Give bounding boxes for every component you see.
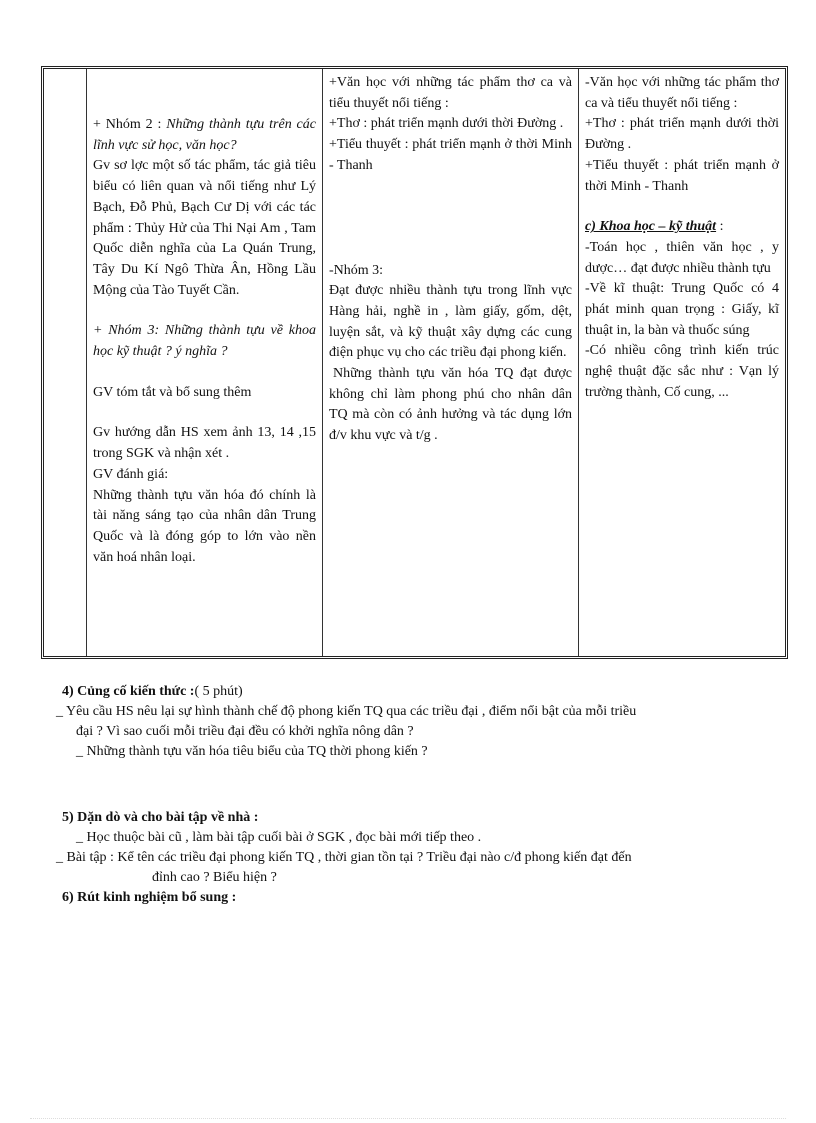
gv-guide: Gv hướng dẫn HS xem ảnh 13, 14 ,15 trong SGK và nhận xét .: [93, 425, 316, 462]
table-column-teacher-activity: [87, 69, 323, 656]
table-column-student-activity: [323, 69, 579, 656]
homework-item: _ Học thuộc bài cũ , làm bài tập cuối bài ở SGK , đọc bài mới tiếp theo .: [76, 830, 482, 845]
poetry-line: +Thơ : phát triển mạnh dưới thời Đường .: [585, 116, 779, 153]
nhom3-question: + Nhóm 3: Những thành tựu về khoa học kỹ thuật ? ý nghĩa ?: [93, 323, 316, 360]
nhom3-text: Đạt được nhiều thành tựu trong lĩnh vực Hàng hải, nghề in , làm giấy, gốm, dệt, luyện sắt, và kỹ thuật xây dựng các cung điện phục vụ cho các triều đại phong kiến.: [329, 283, 572, 361]
consolidate-item: _ Yêu cầu HS nêu lại sự hình thành chế độ phong kiến TQ qua các triều đại , điểm nổi bật của mỗi triều: [56, 704, 637, 719]
homework-item-cont: đỉnh cao ? Biểu hiện ?: [152, 870, 277, 885]
table-column-content: [579, 69, 785, 656]
conclusion-text: Những thành tựu văn hóa đó chính là tài năng sáng tạo của nhân dân Trung Quốc và là đóng góp to lớn vào nền văn hoá nhân loại.: [93, 487, 316, 565]
table-column-empty: [44, 69, 87, 656]
science-heading: c) Khoa học – kỹ thuật :: [585, 219, 724, 235]
homework-item: _ Bài tập : Kể tên các triều đại phong kiến TQ , thời gian tồn tại ? Triều đại nào c/đ phong kiến đạt đến: [56, 850, 632, 865]
consolidate-item-cont: đại ? Vì sao cuối mỗi triều đại đều có khởi nghĩa nông dân ?: [76, 724, 414, 739]
literature-line: -Văn học với những tác phẩm thơ ca và tiểu thuyết nổi tiếng :: [585, 75, 779, 111]
literature-line: +Văn học với những tác phẩm thơ ca và tiểu thuyết nổi tiếng :: [329, 75, 572, 111]
experience-heading: 6) Rút kinh nghiệm bổ sung :: [62, 890, 237, 905]
consolidate-time: ( 5 phút): [194, 684, 243, 699]
science-item: -Về kĩ thuật: Trung Quốc có 4 phát minh quan trọng : Giấy, kĩ thuật in, la bàn và thuốc súng: [585, 281, 779, 338]
novel-line: +Tiểu thuyết : phát triển mạnh ở thời Minh - Thanh: [585, 157, 779, 194]
science-item: -Toán học , thiên văn học , y dược… đạt được nhiều thành tựu: [585, 239, 779, 276]
novel-line: +Tiểu thuyết : phát triển mạnh ở thời Minh - Thanh: [329, 137, 572, 173]
gv-summary: GV tóm tắt và bổ sung thêm: [93, 384, 252, 400]
consolidate-heading: 4) Củng cố kiến thức :: [62, 684, 195, 699]
science-item: -Có nhiều công trình kiến trúc nghệ thuật đặc sắc như : Vạn lý trường thành, Cố cung, ...: [585, 343, 779, 400]
homework-heading: 5) Dặn dò và cho bài tập về nhà :: [62, 810, 259, 825]
gv-authors-paragraph: Gv sơ lợc một số tác phẩm, tác giả tiêu biểu có liên quan và nổi tiếng như Lý Bạch, Đỗ Phủ, Bạch Cư Dị với các tác phẩm : Thủy Hử của Thi Nại Am , Tam Quốc diễn nghĩa của La Quán Trung, Tây Du Kí Ngô Thừa Ân, Hồng Lầu Mộng của Tào Tuyết Cần.: [93, 158, 316, 298]
consolidate-item: _ Những thành tựu văn hóa tiêu biểu của TQ thời phong kiến ?: [76, 744, 428, 759]
gv-assess: GV đánh giá:: [93, 466, 169, 482]
consolidate-section: [56, 682, 776, 762]
homework-section: [56, 808, 776, 908]
culture-summary: Những thành tựu văn hóa TQ đạt được không chỉ làm phong phú cho nhân dân TQ mà còn có ảnh hưởng và tác dụng lớn đ/v khu vực và t/g .: [329, 366, 572, 444]
lesson-table: [41, 66, 788, 659]
nhom2-question: + Nhóm 2 : Những thành tựu trên các lĩnh vực sử học, văn học?: [93, 117, 316, 153]
poetry-line: +Thơ : phát triển mạnh dưới thời Đường .: [329, 116, 564, 132]
footer-divider: [30, 1118, 786, 1119]
nhom3-label: -Nhóm 3:: [329, 262, 384, 278]
